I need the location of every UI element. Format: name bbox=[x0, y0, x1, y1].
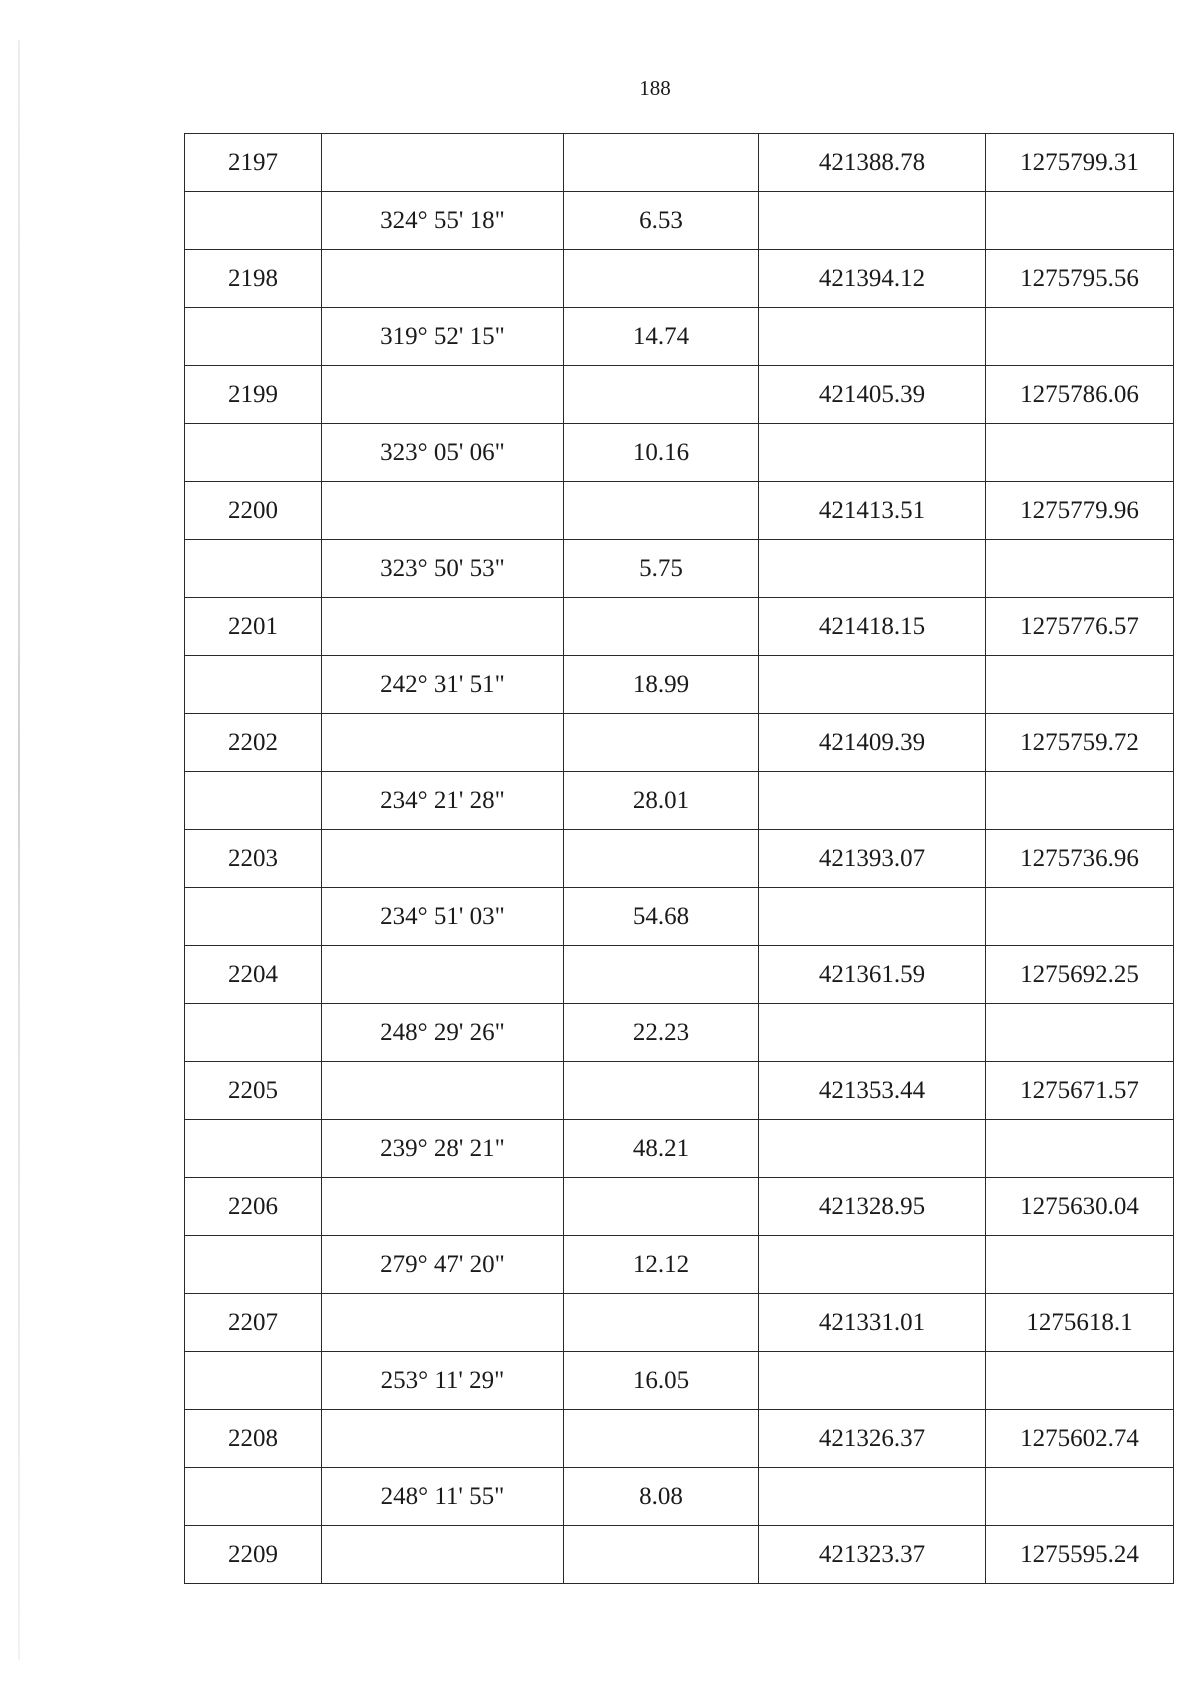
table-row bbox=[185, 192, 1174, 250]
cell-distance bbox=[564, 946, 759, 1004]
cell-north-coordinate: 421409.39 bbox=[759, 714, 986, 772]
cell-point bbox=[185, 192, 322, 250]
table-row bbox=[185, 308, 1174, 366]
cell-bearing: 323° 05' 06" bbox=[322, 424, 564, 482]
cell-north-coordinate bbox=[759, 540, 986, 598]
cell-distance bbox=[564, 1062, 759, 1120]
cell-north-coordinate bbox=[759, 772, 986, 830]
cell-east-coordinate bbox=[986, 1120, 1174, 1178]
cell-point bbox=[185, 772, 322, 830]
table-row bbox=[185, 946, 1174, 1004]
cell-east-coordinate bbox=[986, 308, 1174, 366]
cell-east-coordinate: 1275618.1 bbox=[986, 1294, 1174, 1352]
cell-point: 2199 bbox=[185, 366, 322, 424]
cell-distance: 48.21 bbox=[564, 1120, 759, 1178]
cell-point: 2201 bbox=[185, 598, 322, 656]
cell-distance bbox=[564, 1410, 759, 1468]
cell-distance: 22.23 bbox=[564, 1004, 759, 1062]
cell-bearing: 319° 52' 15" bbox=[322, 308, 564, 366]
cell-north-coordinate bbox=[759, 192, 986, 250]
cell-north-coordinate bbox=[759, 1236, 986, 1294]
cell-bearing bbox=[322, 134, 564, 192]
cell-point bbox=[185, 656, 322, 714]
scan-edge-shadow bbox=[18, 40, 20, 1660]
cell-north-coordinate: 421328.95 bbox=[759, 1178, 986, 1236]
cell-point bbox=[185, 424, 322, 482]
cell-bearing bbox=[322, 1062, 564, 1120]
cell-bearing bbox=[322, 946, 564, 1004]
cell-north-coordinate: 421326.37 bbox=[759, 1410, 986, 1468]
cell-point bbox=[185, 308, 322, 366]
table-row bbox=[185, 424, 1174, 482]
table-row bbox=[185, 482, 1174, 540]
cell-bearing: 324° 55' 18" bbox=[322, 192, 564, 250]
cell-bearing: 248° 11' 55" bbox=[322, 1468, 564, 1526]
cell-point bbox=[185, 1120, 322, 1178]
cell-point: 2197 bbox=[185, 134, 322, 192]
cell-distance bbox=[564, 1294, 759, 1352]
cell-east-coordinate bbox=[986, 1352, 1174, 1410]
cell-point: 2202 bbox=[185, 714, 322, 772]
cell-north-coordinate: 421323.37 bbox=[759, 1526, 986, 1584]
cell-distance: 16.05 bbox=[564, 1352, 759, 1410]
cell-east-coordinate bbox=[986, 888, 1174, 946]
cell-north-coordinate bbox=[759, 424, 986, 482]
cell-bearing: 234° 51' 03" bbox=[322, 888, 564, 946]
table-row bbox=[185, 830, 1174, 888]
cell-east-coordinate: 1275671.57 bbox=[986, 1062, 1174, 1120]
cell-north-coordinate: 421331.01 bbox=[759, 1294, 986, 1352]
cell-bearing: 242° 31' 51" bbox=[322, 656, 564, 714]
cell-north-coordinate: 421353.44 bbox=[759, 1062, 986, 1120]
cell-east-coordinate: 1275602.74 bbox=[986, 1410, 1174, 1468]
cell-east-coordinate: 1275736.96 bbox=[986, 830, 1174, 888]
cell-bearing bbox=[322, 598, 564, 656]
cell-east-coordinate bbox=[986, 424, 1174, 482]
cell-north-coordinate bbox=[759, 888, 986, 946]
table-row bbox=[185, 1178, 1174, 1236]
cell-point: 2207 bbox=[185, 1294, 322, 1352]
cell-east-coordinate: 1275799.31 bbox=[986, 134, 1174, 192]
cell-north-coordinate bbox=[759, 308, 986, 366]
cell-distance: 18.99 bbox=[564, 656, 759, 714]
cell-bearing bbox=[322, 250, 564, 308]
cell-distance: 10.16 bbox=[564, 424, 759, 482]
table-row bbox=[185, 366, 1174, 424]
table-row bbox=[185, 1062, 1174, 1120]
cell-east-coordinate: 1275795.56 bbox=[986, 250, 1174, 308]
cell-north-coordinate bbox=[759, 1120, 986, 1178]
cell-distance bbox=[564, 366, 759, 424]
cell-bearing: 279° 47' 20" bbox=[322, 1236, 564, 1294]
cell-bearing bbox=[322, 830, 564, 888]
cell-distance bbox=[564, 1526, 759, 1584]
cell-north-coordinate: 421413.51 bbox=[759, 482, 986, 540]
cell-point bbox=[185, 888, 322, 946]
cell-point: 2209 bbox=[185, 1526, 322, 1584]
coordinates-table bbox=[184, 133, 1174, 1584]
table-row bbox=[185, 1294, 1174, 1352]
table-row bbox=[185, 134, 1174, 192]
cell-point bbox=[185, 1352, 322, 1410]
table-row bbox=[185, 540, 1174, 598]
cell-point: 2208 bbox=[185, 1410, 322, 1468]
cell-north-coordinate: 421394.12 bbox=[759, 250, 986, 308]
table-row bbox=[185, 1410, 1174, 1468]
page-number: 188 bbox=[639, 76, 671, 100]
cell-distance: 8.08 bbox=[564, 1468, 759, 1526]
cell-bearing: 234° 21' 28" bbox=[322, 772, 564, 830]
cell-distance bbox=[564, 714, 759, 772]
cell-east-coordinate: 1275595.24 bbox=[986, 1526, 1174, 1584]
table-row bbox=[185, 250, 1174, 308]
cell-east-coordinate: 1275776.57 bbox=[986, 598, 1174, 656]
cell-distance: 5.75 bbox=[564, 540, 759, 598]
cell-distance bbox=[564, 1178, 759, 1236]
cell-point: 2203 bbox=[185, 830, 322, 888]
cell-bearing: 239° 28' 21" bbox=[322, 1120, 564, 1178]
cell-east-coordinate: 1275786.06 bbox=[986, 366, 1174, 424]
cell-bearing bbox=[322, 366, 564, 424]
cell-bearing bbox=[322, 1178, 564, 1236]
cell-point bbox=[185, 1236, 322, 1294]
cell-east-coordinate bbox=[986, 540, 1174, 598]
cell-distance: 28.01 bbox=[564, 772, 759, 830]
cell-east-coordinate: 1275779.96 bbox=[986, 482, 1174, 540]
table-row bbox=[185, 1526, 1174, 1584]
cell-bearing bbox=[322, 1294, 564, 1352]
cell-bearing bbox=[322, 714, 564, 772]
cell-point bbox=[185, 1468, 322, 1526]
cell-distance bbox=[564, 134, 759, 192]
cell-north-coordinate bbox=[759, 656, 986, 714]
cell-north-coordinate bbox=[759, 1468, 986, 1526]
cell-north-coordinate: 421405.39 bbox=[759, 366, 986, 424]
cell-east-coordinate bbox=[986, 1004, 1174, 1062]
table-row bbox=[185, 714, 1174, 772]
table-row bbox=[185, 888, 1174, 946]
table-row bbox=[185, 772, 1174, 830]
cell-point bbox=[185, 540, 322, 598]
cell-bearing: 323° 50' 53" bbox=[322, 540, 564, 598]
cell-east-coordinate: 1275630.04 bbox=[986, 1178, 1174, 1236]
cell-east-coordinate bbox=[986, 192, 1174, 250]
cell-distance bbox=[564, 830, 759, 888]
cell-bearing: 253° 11' 29" bbox=[322, 1352, 564, 1410]
cell-east-coordinate: 1275759.72 bbox=[986, 714, 1174, 772]
cell-point: 2204 bbox=[185, 946, 322, 1004]
cell-bearing: 248° 29' 26" bbox=[322, 1004, 564, 1062]
cell-bearing bbox=[322, 1526, 564, 1584]
cell-east-coordinate bbox=[986, 656, 1174, 714]
table-row bbox=[185, 598, 1174, 656]
cell-bearing bbox=[322, 482, 564, 540]
table-row bbox=[185, 1004, 1174, 1062]
cell-distance bbox=[564, 482, 759, 540]
cell-east-coordinate bbox=[986, 772, 1174, 830]
table-row bbox=[185, 1120, 1174, 1178]
cell-north-coordinate: 421388.78 bbox=[759, 134, 986, 192]
table-row bbox=[185, 1468, 1174, 1526]
cell-point: 2200 bbox=[185, 482, 322, 540]
table-row bbox=[185, 1352, 1174, 1410]
cell-distance: 54.68 bbox=[564, 888, 759, 946]
cell-distance: 12.12 bbox=[564, 1236, 759, 1294]
cell-east-coordinate: 1275692.25 bbox=[986, 946, 1174, 1004]
cell-east-coordinate bbox=[986, 1236, 1174, 1294]
table-body bbox=[185, 134, 1174, 1584]
cell-point: 2198 bbox=[185, 250, 322, 308]
cell-point: 2206 bbox=[185, 1178, 322, 1236]
table-row bbox=[185, 1236, 1174, 1294]
cell-north-coordinate bbox=[759, 1352, 986, 1410]
cell-north-coordinate: 421418.15 bbox=[759, 598, 986, 656]
cell-east-coordinate bbox=[986, 1468, 1174, 1526]
table-row bbox=[185, 656, 1174, 714]
cell-distance: 6.53 bbox=[564, 192, 759, 250]
cell-bearing bbox=[322, 1410, 564, 1468]
cell-north-coordinate bbox=[759, 1004, 986, 1062]
cell-north-coordinate: 421393.07 bbox=[759, 830, 986, 888]
cell-point bbox=[185, 1004, 322, 1062]
cell-north-coordinate: 421361.59 bbox=[759, 946, 986, 1004]
cell-distance: 14.74 bbox=[564, 308, 759, 366]
cell-distance bbox=[564, 598, 759, 656]
cell-distance bbox=[564, 250, 759, 308]
cell-point: 2205 bbox=[185, 1062, 322, 1120]
